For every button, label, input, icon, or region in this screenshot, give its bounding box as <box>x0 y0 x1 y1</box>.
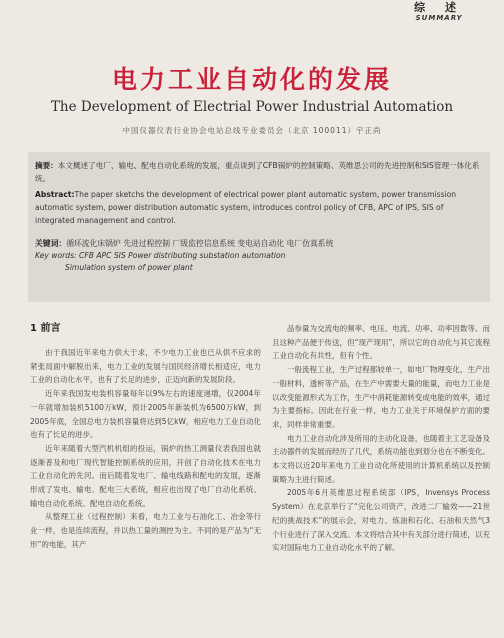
paragraph: 近年来随着大型汽机机组的投运，锅炉的热工测量仪表我国也就逐渐普及和电厂现代智能控制系统的应用，开创了自动化技术在电力工业自动化的先河。而后随着发电厂、输电线路和配电的发展，逐渐形成了发电、输电、配电三大系统，相应也出现了电厂自动化系统、输电自动化系统、配电自动化系统。 <box>30 443 261 508</box>
abstract-en <box>35 188 484 227</box>
section-heading-intro: 1 前言 <box>30 323 61 334</box>
paragraph: 从整理工业（过程控制）来看，电力工业与石油化工、冶金等行业一样，也是连续流程，并以热工量的测控为主。不同的是产品为“无形”的电能，其产 <box>30 512 261 549</box>
abstract-box <box>28 152 490 302</box>
paragraph: 由于我国近年来电力供大于求，不少电力工业也已从供不应求的紧张局面中解脱出来，电力工业的发展与国民经济增长相适应，电力工业的自动化水平，也有了长足的进步，正迈向新的发展阶段。 <box>30 348 261 385</box>
author-affiliation: 中国仪器仪表行业协会电站总线专业委员会（北京 100011）宇正尚 <box>122 126 382 135</box>
section-tag-en: SUMMARY <box>415 14 463 22</box>
page-title-cn: 电力工业自动化的发展 <box>111 65 392 94</box>
paragraph: 2005年6月英维思过程系统部（IPS，Invensys Process System）在北京举行了“完化公司资产，改进二厂输效——21世纪的挑战技术”的展示会，对电力、炼油和石化、石油和天然气3个行业进行了深入交流。本文将结合其中有关部分进行简述，以充实对国际电力工业自动化水平的了解。 <box>272 488 490 553</box>
keywords-en <box>35 250 484 262</box>
section-tag <box>414 2 464 23</box>
keywords-cn-label: 关键词： <box>35 239 67 248</box>
paragraph: 一般流程工业，生产过程都较单一，如电厂物理变化，生产出一般材料，透析等产品，在生产中需要大量的能量，而电力工业是以改变能源形式为工作，生产中消耗能源转变成电能的效率，通过为主要指标。因此在行业一样，电力工业关于环境保护方面的要求，同样非常重要。 <box>272 365 490 429</box>
keywords-cn-text: 循环流化床锅炉 先进过程控制 厂级监控信息系统 变电站自动化 电厂仿真系统 <box>66 239 334 248</box>
page-title-en: The Development of Electrial Power Industrial Automation <box>50 99 454 115</box>
section-tag-cn: 综 述 <box>414 1 464 14</box>
keywords-cn <box>35 238 484 250</box>
left-column <box>30 322 261 552</box>
paragraph: 品参量为交流电的频率、电压、电流、功率、功率因数等。而且这种产品便于传送，但“现产现用”，所以它的自动化与其它流程工业自动化有共性，但有个性。 <box>272 324 490 361</box>
abstract-en-label: Abstract: <box>35 190 75 199</box>
paragraph: 电力工业自动化涉及所用的主动化设备，也随着主工艺设备及主动器件的发展而经历了几代，系统功能也到划分也在不断变化。本文将以近20年来电力工业自动化所使用的计算机系统以及控制策略为主进行简述。 <box>272 433 490 484</box>
keywords-en-label: Key words: <box>35 251 77 260</box>
keywords-en-line2: Simulation system of power plant <box>65 263 193 272</box>
abstract-en-text: The paper sketchs the development of electrical power plant automatic system, power transmission automatic system, power distribution automatic system, introduces control policy of CFB, APC of IPS, SIS of integrated management and control. <box>35 190 457 225</box>
right-column <box>272 322 490 555</box>
abstract-cn-text: 本文概述了电厂、输电、配电自动化系统的发展，重点谈到了CFB锅炉的控制策略、英维思公司的先进控制和SIS管理一体化系统。 <box>35 161 480 183</box>
abstract-cn <box>35 159 484 185</box>
paragraph: 近年来我国发电装机容量每年以9%左右的速度递增，仅2004年一年就增加装机5100万kW，预计2005年新装机为6500万kW，到2005年底，全国总电力装机容量将达到5亿kW，相应电力工业自动化也有了长足的进步。 <box>30 389 261 440</box>
abstract-cn-label: 摘要： <box>35 161 58 170</box>
keywords-en-text: CFB APC SIS Power distributing substation automation <box>79 251 286 260</box>
